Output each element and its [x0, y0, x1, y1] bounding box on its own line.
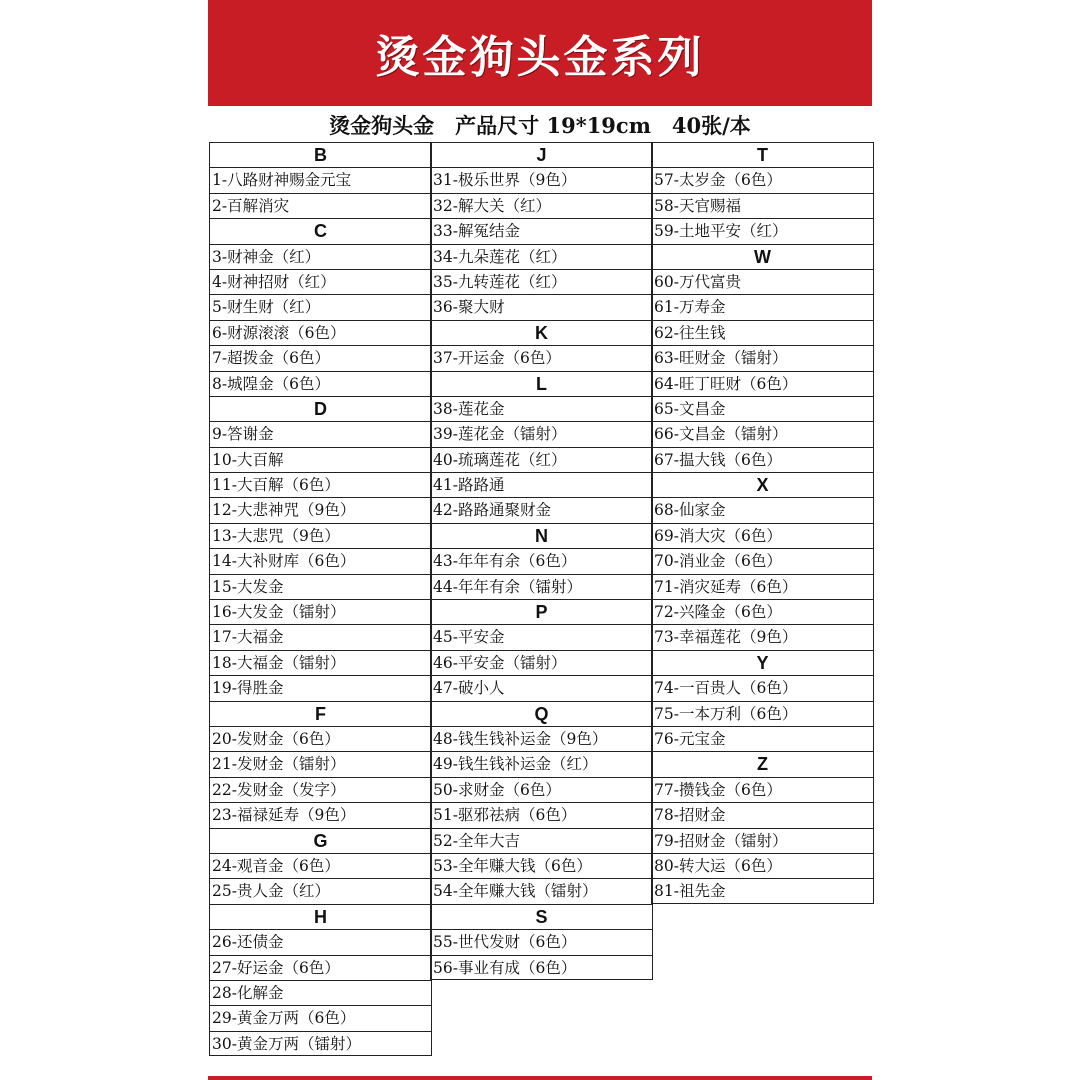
product-item: 56-事业有成（6色） — [431, 955, 652, 980]
product-item: 14-大补财库（6色） — [210, 548, 431, 573]
product-item: 59-土地平安（红） — [652, 218, 873, 243]
catalog-column-3 — [651, 142, 874, 904]
product-item: 6-财源滚滚（6色） — [210, 320, 431, 345]
product-item: 41-路路通 — [431, 472, 652, 497]
product-item: 15-大发金 — [210, 574, 431, 599]
product-item: 35-九转莲花（红） — [431, 269, 652, 294]
letter-section-header: X — [652, 472, 873, 497]
letter-section-header: D — [210, 396, 431, 421]
product-item: 39-莲花金（镭射） — [431, 421, 652, 446]
letter-section-header: Y — [652, 650, 873, 675]
product-item: 48-钱生钱补运金（9色） — [431, 726, 652, 751]
product-item: 43-年年有余（6色） — [431, 548, 652, 573]
product-item: 21-发财金（镭射） — [210, 751, 431, 776]
letter-section-header: L — [431, 371, 652, 396]
product-item: 70-消业金（6色） — [652, 548, 873, 573]
letter-section-header: C — [210, 218, 431, 243]
product-item: 63-旺财金（镭射） — [652, 345, 873, 370]
product-item: 51-驱邪祛病（6色） — [431, 802, 652, 827]
product-item: 75-一本万利（6色） — [652, 701, 873, 726]
title-banner — [208, 0, 872, 106]
product-item: 54-全年赚大钱（镭射） — [431, 878, 652, 903]
letter-section-header: Z — [652, 751, 873, 776]
product-item: 27-好运金（6色） — [210, 955, 431, 980]
product-item: 4-财神招财（红） — [210, 269, 431, 294]
catalog-sheet — [208, 0, 872, 1080]
product-item: 13-大悲咒（9色） — [210, 523, 431, 548]
letter-section-header: S — [431, 904, 652, 929]
product-item: 40-琉璃莲花（红） — [431, 447, 652, 472]
product-item: 33-解冤结金 — [431, 218, 652, 243]
letter-section-header: W — [652, 244, 873, 269]
letter-section-header: B — [210, 142, 431, 167]
letter-section-header: T — [652, 142, 873, 167]
product-item: 20-发财金（6色） — [210, 726, 431, 751]
product-item: 19-得胜金 — [210, 675, 431, 700]
product-item: 1-八路财神赐金元宝 — [210, 167, 431, 192]
product-item: 64-旺丁旺财（6色） — [652, 371, 873, 396]
letter-section-header: K — [431, 320, 652, 345]
product-item: 16-大发金（镭射） — [210, 599, 431, 624]
product-item: 26-还债金 — [210, 929, 431, 954]
catalog-column-2 — [430, 142, 653, 980]
product-item: 50-求财金（6色） — [431, 777, 652, 802]
product-item: 72-兴隆金（6色） — [652, 599, 873, 624]
product-item: 53-全年赚大钱（6色） — [431, 853, 652, 878]
product-item: 78-招财金 — [652, 802, 873, 827]
banner-title: 烫金狗头金系列 — [375, 32, 705, 83]
product-item: 62-往生钱 — [652, 320, 873, 345]
product-item: 74-一百贵人（6色） — [652, 675, 873, 700]
product-item: 52-全年大吉 — [431, 828, 652, 853]
product-item: 30-黄金万两（镭射） — [210, 1031, 431, 1056]
product-item: 2-百解消灾 — [210, 193, 431, 218]
letter-section-header: G — [210, 828, 431, 853]
product-item: 8-城隍金（6色） — [210, 371, 431, 396]
product-item: 34-九朵莲花（红） — [431, 244, 652, 269]
letter-section-header: Q — [431, 701, 652, 726]
product-item: 12-大悲神咒（9色） — [210, 497, 431, 522]
product-item: 36-聚大财 — [431, 294, 652, 319]
product-item: 46-平安金（镭射） — [431, 650, 652, 675]
product-item: 29-黄金万两（6色） — [210, 1005, 431, 1030]
product-item: 77-攒钱金（6色） — [652, 777, 873, 802]
product-item: 49-钱生钱补运金（红） — [431, 751, 652, 776]
product-item: 32-解大关（红） — [431, 193, 652, 218]
product-item: 31-极乐世界（9色） — [431, 167, 652, 192]
letter-section-header: H — [210, 904, 431, 929]
product-item: 25-贵人金（红） — [210, 878, 431, 903]
product-item: 24-观音金（6色） — [210, 853, 431, 878]
product-item: 68-仙家金 — [652, 497, 873, 522]
product-item: 81-祖先金 — [652, 878, 873, 903]
letter-section-header: F — [210, 701, 431, 726]
product-item: 55-世代发财（6色） — [431, 929, 652, 954]
catalog-column-1 — [209, 142, 432, 1056]
product-item: 22-发财金（发字） — [210, 777, 431, 802]
product-item: 23-福禄延寿（9色） — [210, 802, 431, 827]
product-item: 18-大福金（镭射） — [210, 650, 431, 675]
product-item: 9-答谢金 — [210, 421, 431, 446]
bottom-red-bar — [208, 1076, 872, 1080]
letter-section-header: J — [431, 142, 652, 167]
product-item: 3-财神金（红） — [210, 244, 431, 269]
product-item: 37-开运金（6色） — [431, 345, 652, 370]
product-item: 38-莲花金 — [431, 396, 652, 421]
product-item: 45-平安金 — [431, 624, 652, 649]
product-item: 69-消大灾（6色） — [652, 523, 873, 548]
product-item: 7-超拨金（6色） — [210, 345, 431, 370]
product-item: 11-大百解（6色） — [210, 472, 431, 497]
product-item: 60-万代富贵 — [652, 269, 873, 294]
letter-section-header: N — [431, 523, 652, 548]
product-item: 73-幸福莲花（9色） — [652, 624, 873, 649]
product-item: 71-消灾延寿（6色） — [652, 574, 873, 599]
letter-section-header: P — [431, 599, 652, 624]
product-item: 58-天官赐福 — [652, 193, 873, 218]
product-item: 57-太岁金（6色） — [652, 167, 873, 192]
product-item: 17-大福金 — [210, 624, 431, 649]
product-item: 80-转大运（6色） — [652, 853, 873, 878]
product-item: 66-文昌金（镭射） — [652, 421, 873, 446]
product-item: 47-破小人 — [431, 675, 652, 700]
product-item: 44-年年有余（镭射） — [431, 574, 652, 599]
product-spec-line: 烫金狗头金 产品尺寸 19*19cm 40张/本 — [329, 113, 751, 138]
product-item: 65-文昌金 — [652, 396, 873, 421]
product-item: 28-化解金 — [210, 980, 431, 1005]
product-item: 61-万寿金 — [652, 294, 873, 319]
product-item: 79-招财金（镭射） — [652, 828, 873, 853]
product-item: 10-大百解 — [210, 447, 431, 472]
product-item: 42-路路通聚财金 — [431, 497, 652, 522]
product-item: 76-元宝金 — [652, 726, 873, 751]
product-item: 5-财生财（红） — [210, 294, 431, 319]
product-item: 67-揾大钱（6色） — [652, 447, 873, 472]
